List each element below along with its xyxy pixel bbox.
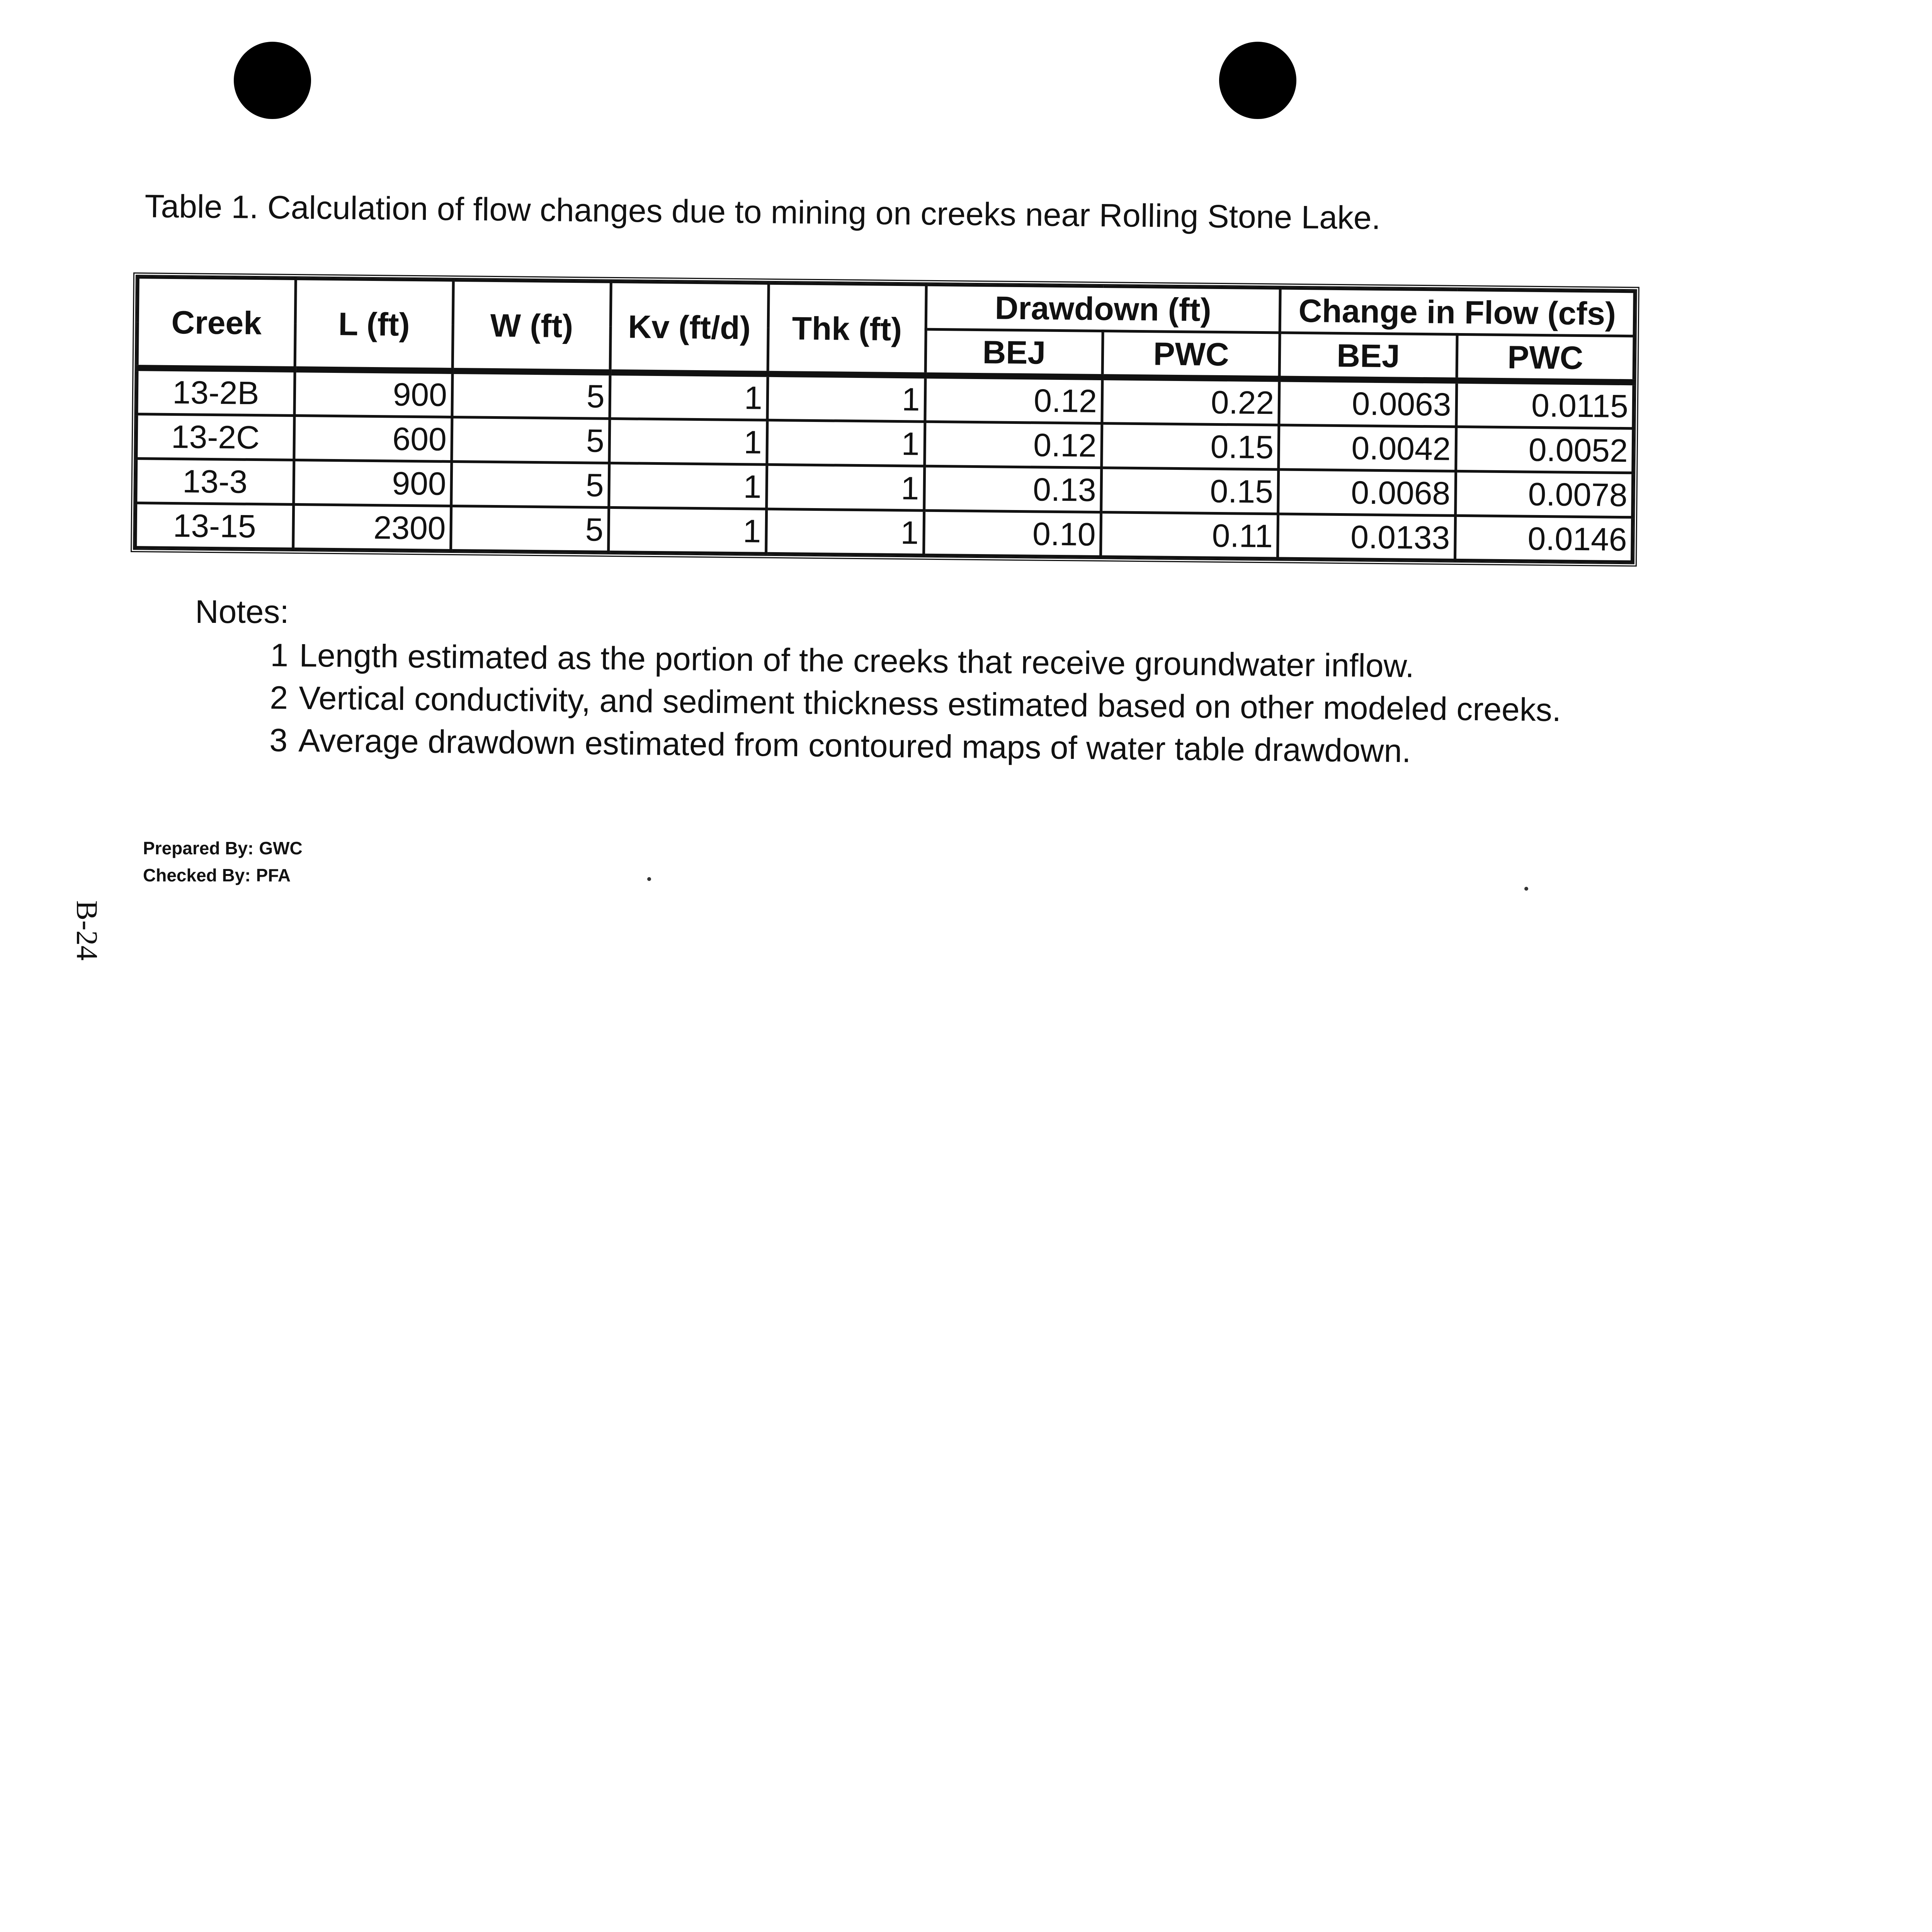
cell-creek: 13-2B bbox=[137, 368, 295, 415]
cell-drawdown-pwc: 0.22 bbox=[1102, 377, 1279, 425]
flow-change-table bbox=[131, 272, 1639, 566]
cell-kv: 1 bbox=[610, 372, 768, 420]
cell-width: 5 bbox=[452, 371, 610, 418]
cell-creek: 13-2C bbox=[136, 414, 294, 460]
header-flow-pwc: PWC bbox=[1457, 334, 1634, 382]
signoff-block bbox=[143, 835, 303, 889]
cell-drawdown-bej: 0.10 bbox=[923, 510, 1101, 556]
cell-flow-bej: 0.0042 bbox=[1279, 425, 1456, 471]
cell-width: 5 bbox=[451, 461, 609, 507]
punch-hole-center bbox=[1219, 42, 1296, 119]
header-length: L (ft) bbox=[295, 279, 453, 371]
cell-thickness: 1 bbox=[766, 509, 924, 555]
header-thickness: Thk (ft) bbox=[768, 283, 926, 375]
cell-kv: 1 bbox=[609, 418, 767, 464]
cell-length: 600 bbox=[294, 416, 452, 462]
cell-width: 5 bbox=[452, 417, 610, 463]
cell-creek: 13-15 bbox=[136, 503, 294, 549]
note-number: 2 bbox=[269, 679, 288, 716]
prepared-by bbox=[143, 835, 303, 862]
cell-flow-bej: 0.0068 bbox=[1278, 469, 1456, 515]
cell-length: 2300 bbox=[293, 505, 451, 551]
cell-length: 900 bbox=[294, 369, 452, 417]
header-drawdown-group: Drawdown (ft) bbox=[926, 285, 1281, 333]
cell-width: 5 bbox=[451, 506, 609, 552]
header-drawdown-pwc: PWC bbox=[1102, 331, 1280, 379]
notes-label: Notes: bbox=[195, 594, 289, 630]
cell-kv: 1 bbox=[608, 507, 766, 553]
header-flow-bej: BEJ bbox=[1279, 333, 1457, 381]
cell-drawdown-pwc: 0.15 bbox=[1101, 468, 1279, 514]
header-flow-group: Change in Flow (cfs) bbox=[1280, 288, 1634, 336]
note-number: 1 bbox=[270, 636, 289, 673]
cell-flow-pwc: 0.0115 bbox=[1456, 381, 1634, 429]
cell-drawdown-pwc: 0.15 bbox=[1102, 423, 1279, 469]
prepared-by-label: Prepared By: bbox=[143, 838, 254, 858]
cell-flow-bej: 0.0063 bbox=[1279, 379, 1456, 427]
cell-flow-bej: 0.0133 bbox=[1278, 514, 1455, 560]
cell-thickness: 1 bbox=[767, 420, 925, 466]
cell-creek: 13-3 bbox=[136, 459, 294, 505]
checked-by-label: Checked By: bbox=[143, 865, 251, 885]
note-text: Vertical conductivity, and sediment thickness estimated based on other modeled creeks. bbox=[298, 679, 1561, 728]
header-creek: Creek bbox=[137, 277, 296, 369]
header-width: W (ft) bbox=[452, 280, 611, 372]
prepared-by-value: GWC bbox=[259, 838, 303, 858]
cell-length: 900 bbox=[294, 460, 452, 506]
cell-thickness: 1 bbox=[767, 374, 925, 422]
note-text: Length estimated as the portion of the creeks that receive groundwater inflow. bbox=[299, 637, 1415, 684]
cell-drawdown-pwc: 0.11 bbox=[1101, 512, 1278, 558]
punch-hole-left bbox=[234, 42, 311, 119]
cell-flow-pwc: 0.0052 bbox=[1456, 427, 1633, 473]
scan-speck bbox=[647, 877, 651, 881]
cell-drawdown-bej: 0.12 bbox=[924, 422, 1102, 468]
header-drawdown-bej: BEJ bbox=[925, 329, 1103, 377]
cell-drawdown-bej: 0.13 bbox=[924, 466, 1101, 512]
checked-by-value: PFA bbox=[256, 865, 291, 885]
cell-kv: 1 bbox=[609, 463, 767, 509]
notes-list bbox=[269, 634, 1562, 774]
header-kv: Kv (ft/d) bbox=[610, 282, 769, 374]
page-number: B-24 bbox=[70, 900, 104, 961]
note-text: Average drawdown estimated from contoured maps of water table drawdown. bbox=[298, 722, 1411, 769]
cell-thickness: 1 bbox=[766, 464, 924, 510]
note-number: 3 bbox=[269, 721, 288, 759]
cell-flow-pwc: 0.0146 bbox=[1455, 515, 1632, 561]
scan-speck bbox=[1524, 887, 1528, 891]
cell-drawdown-bej: 0.12 bbox=[925, 376, 1102, 423]
cell-flow-pwc: 0.0078 bbox=[1455, 471, 1633, 517]
checked-by bbox=[143, 862, 303, 889]
table-title: Table 1. Calculation of flow changes due to mining on creeks near Rolling Stone Lake. bbox=[145, 187, 1381, 236]
